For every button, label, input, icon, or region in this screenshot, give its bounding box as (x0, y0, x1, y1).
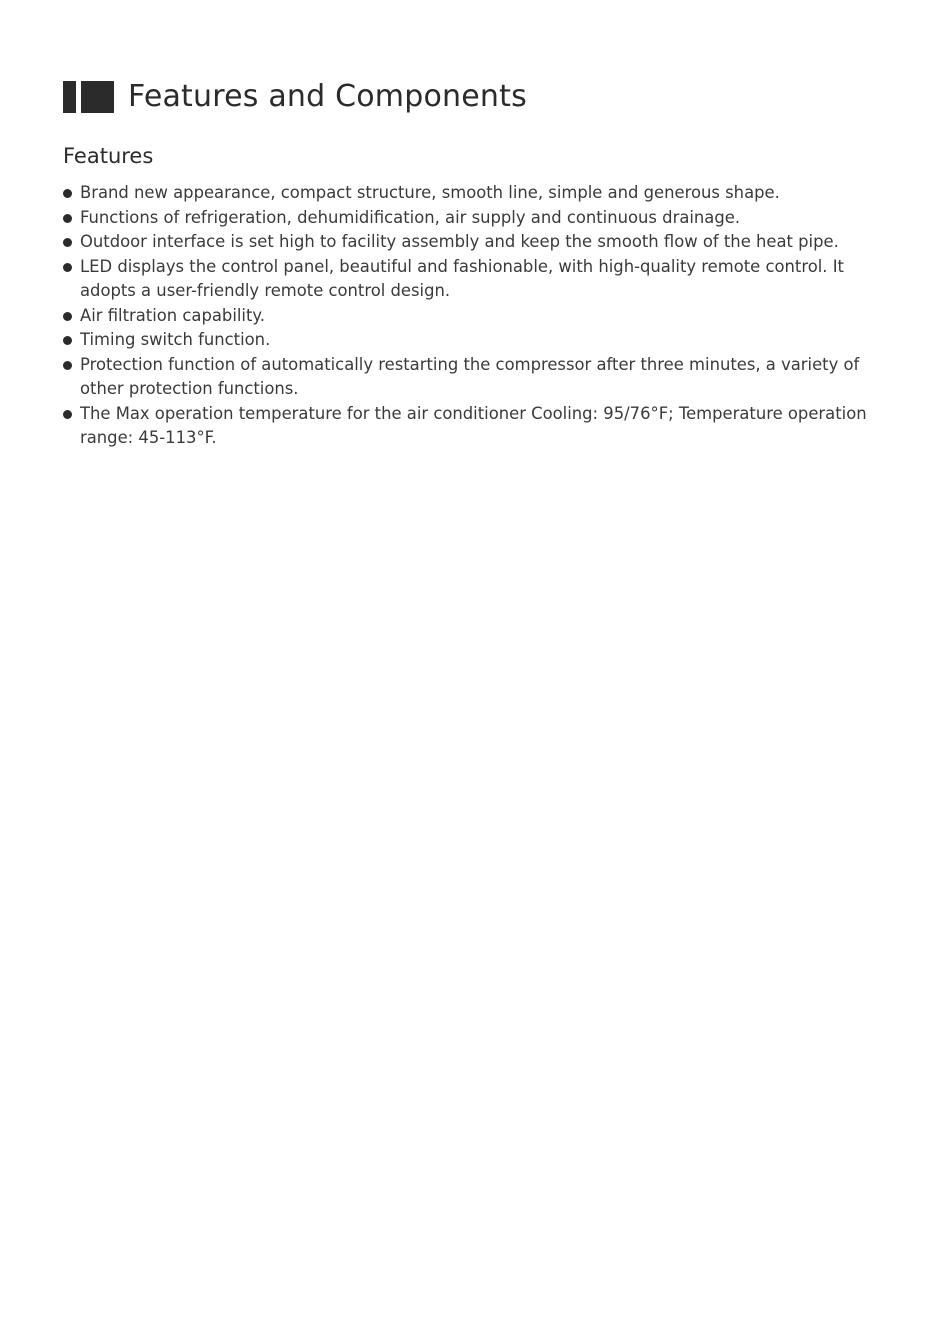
section-marker-bar (63, 81, 76, 113)
section-title: Features and Components (128, 79, 527, 114)
feature-text: The Max operation temperature for the air conditioner Cooling: 95/76°F; Temperature operation range: 45-113°F. (80, 403, 867, 447)
section-header (63, 79, 527, 115)
features-heading: Features (63, 144, 154, 168)
feature-item (63, 255, 871, 304)
feature-item (63, 230, 871, 255)
feature-item (63, 304, 871, 329)
bullet-icon (63, 410, 72, 419)
bullet-icon (63, 189, 72, 198)
bullet-icon (63, 312, 72, 321)
feature-item (63, 206, 871, 231)
feature-item (63, 353, 871, 402)
features-list (63, 181, 871, 451)
feature-text: Timing switch function. (80, 330, 271, 349)
feature-text: Air filtration capability. (80, 305, 265, 325)
feature-text: Protection function of automatically restarting the compressor after three minutes, a variety of other protection functions. (80, 354, 860, 398)
bullet-icon (63, 336, 72, 345)
feature-item (63, 328, 871, 353)
feature-text: Brand new appearance, compact structure, smooth line, simple and generous shape. (80, 183, 780, 202)
feature-item (63, 402, 871, 451)
feature-text: Outdoor interface is set high to facility assembly and keep the smooth flow of the heat pipe. (80, 232, 839, 251)
feature-item (63, 181, 871, 206)
section-marker-block (81, 81, 114, 113)
bullet-icon (63, 238, 72, 247)
bullet-icon (63, 214, 72, 223)
bullet-icon (63, 263, 72, 272)
bullet-icon (63, 361, 72, 370)
feature-text: Functions of refrigeration, dehumidification, air supply and continuous drainage. (80, 207, 741, 227)
feature-text: LED displays the control panel, beautiful and fashionable, with high-quality remote control. It adopts a user-friendly remote control design. (80, 256, 844, 300)
